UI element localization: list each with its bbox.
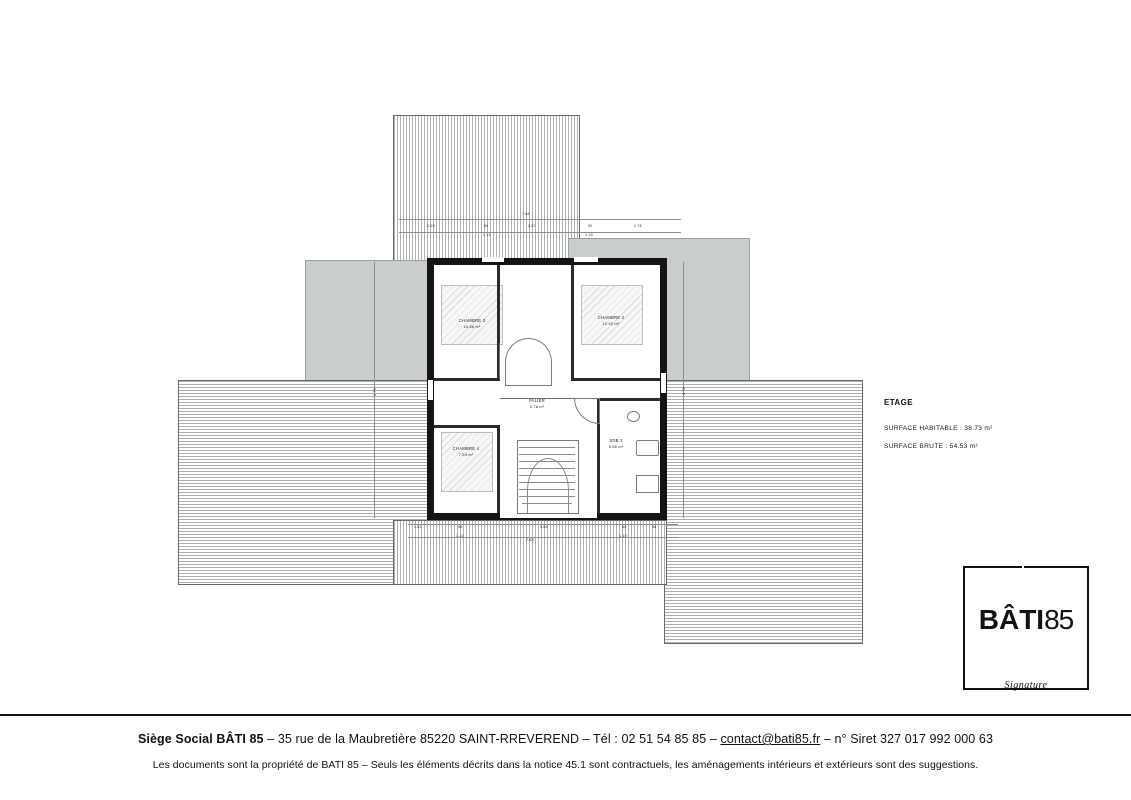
interior-wall-4	[571, 378, 660, 381]
room-name: CHAMBRE 3	[458, 318, 486, 323]
shower-fixture	[636, 475, 659, 493]
dim-bottom-2: 90	[458, 525, 463, 529]
terrace-left	[305, 260, 432, 387]
dim-bottom-4: 3.68	[540, 525, 548, 529]
logo-name-thin: 85	[1044, 604, 1074, 635]
dim-left-vertical: 1.73	[373, 388, 377, 396]
room-label-sdb2	[586, 438, 646, 450]
legend-panel	[884, 398, 1094, 461]
footer-siret: – n° Siret 327 017 992 000 63	[820, 732, 994, 746]
room-area: 10.92 m²	[602, 322, 620, 326]
dim-top-3: 1.15	[483, 233, 491, 237]
room-label-chambre3	[430, 318, 514, 330]
interior-wall-1	[434, 378, 500, 381]
logo-frame-notch	[1022, 566, 1024, 583]
dim-top-6: 1.15	[585, 233, 593, 237]
room-area: 3.76 m²	[529, 405, 545, 409]
room-label-palier	[495, 398, 579, 410]
dim-line-top-total	[399, 219, 681, 220]
footer-company: Siège Social BÂTI 85	[137, 732, 264, 746]
dim-top-5: 90	[588, 224, 593, 228]
room-area: 5.66 m²	[608, 445, 624, 449]
footer-email-link[interactable]: contact@bati85.fr	[720, 732, 821, 746]
legend-surface-brute: SURFACE BRUTE : 54.53 m²	[884, 443, 979, 450]
dim-top-4: 2.07	[528, 224, 536, 228]
roof-plane-bottom	[393, 520, 667, 585]
dim-line-top-chain	[399, 232, 681, 233]
interior-wall-7	[434, 425, 500, 428]
dim-right-vertical: 1.72	[682, 387, 686, 395]
footer	[0, 716, 1131, 771]
footer-contact-line	[0, 732, 1131, 746]
window-left	[428, 380, 433, 400]
interior-wall-8	[597, 398, 660, 401]
legend-surface-habitable: SURFACE HABITABLE : 38.73 m²	[884, 425, 993, 432]
door-opening-top-left	[482, 257, 504, 262]
interior-wall-10	[499, 343, 500, 379]
roof-plane-top	[393, 115, 580, 262]
footer-address: – 35 rue de la Maubretière 85220 SAINT-RREVEREND – Tél : 02 51 54 85 85 –	[263, 732, 721, 746]
door-opening-top-right	[574, 257, 598, 262]
room-name: CHAMBRE 2	[597, 315, 625, 320]
roof-plane-right	[664, 380, 863, 644]
dim-top-1: 2.05	[427, 224, 435, 228]
dim-top-total: 7.68	[522, 212, 530, 216]
stair-step	[519, 454, 575, 455]
dim-bottom-3: 1.15	[456, 534, 464, 538]
dim-bottom-6: 1.15	[619, 534, 627, 538]
room-label-chambre4	[424, 446, 508, 458]
footer-disclaimer: Les documents sont la propriété de BATI 85 – Seuls les éléments décrits dans la notice 45.1 sont contractuels, les aménagements intérieurs et extérieurs sont des suggestions.	[152, 759, 979, 771]
room-fill-chambre3	[441, 285, 503, 345]
dim-line-bottom-total	[408, 537, 678, 538]
dim-bottom-total: 7.68	[526, 538, 534, 542]
dim-bottom-7: 98	[652, 525, 657, 529]
dim-top-2: 90	[484, 224, 489, 228]
room-area: 7.53 m²	[458, 453, 474, 457]
dim-top-7: 1.76	[634, 224, 642, 228]
window-right	[661, 373, 666, 393]
logo-wordmark	[963, 604, 1089, 636]
room-name: SDB 2	[609, 438, 623, 443]
dim-bottom-1: 1.52	[414, 525, 422, 529]
logo-signature: Signature	[1004, 680, 1048, 691]
room-area: 10.86 m²	[463, 325, 481, 329]
legend-title: ETAGE	[884, 398, 913, 407]
dim-bottom-5: 60	[622, 525, 627, 529]
room-label-chambre2	[569, 315, 653, 327]
logo-name-bold: BÂTI	[978, 604, 1045, 635]
stair-landing-curve	[505, 338, 552, 386]
room-name: PALIER	[528, 398, 546, 403]
interior-wall-5	[497, 425, 500, 513]
stair-step	[519, 447, 575, 448]
room-fill-chambre4	[441, 432, 493, 492]
room-name: CHAMBRE 4	[452, 446, 480, 451]
sink-fixture	[627, 411, 640, 422]
